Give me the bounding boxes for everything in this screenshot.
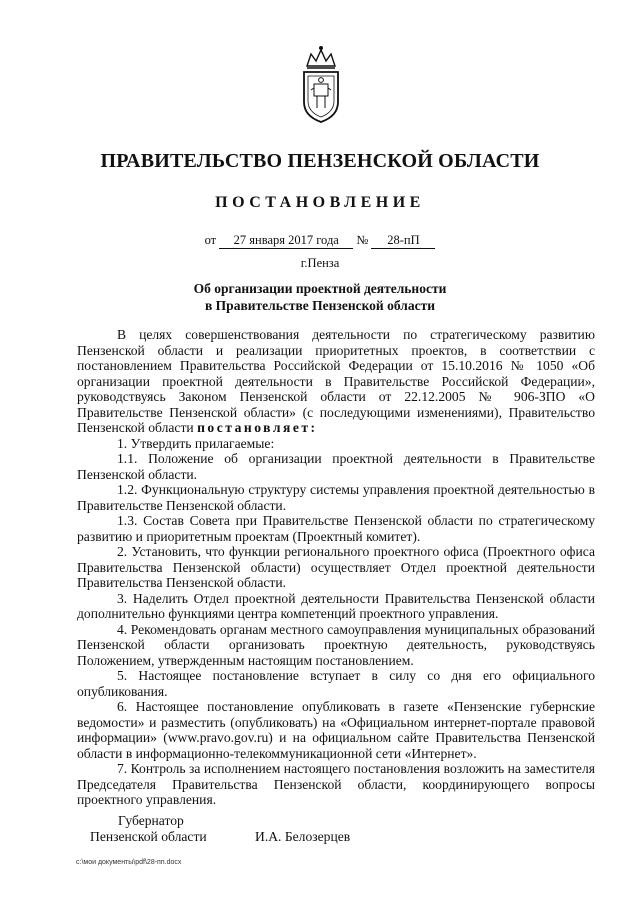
document-date: 27 января 2017 года (219, 233, 353, 249)
paragraph-5: 5. Настоящее постановление вступает в силу со дня его официального опубликования. (77, 668, 595, 699)
paragraph-1-2: 1.2. Функциональную структуру системы управления проектной деятельностью в Правительстве Пензенской области. (77, 482, 595, 513)
document-number: 28-пП (371, 233, 435, 249)
coat-of-arms-icon (297, 44, 345, 124)
document-body (77, 327, 595, 808)
document-type: ПОСТАНОВЛЕНИЕ (215, 194, 425, 211)
paragraph-1: 1. Утвердить прилагаемые: (117, 435, 275, 451)
date-number-line (0, 233, 640, 249)
city-line: г.Пенза (300, 256, 340, 270)
preamble-text: В целях совершенствования деятельности по стратегическому развитию Пензенской области и реализации приоритетных проектов, в соответствии с постановлением Правительства Российской Федерации от 15.10.2016 № 1050 «Об организации проектной деятельности в Правительстве Российской Федерации», руководствуясь Законом Пензенской области от 22.12.2005 № 906-ЗПО «О Правительстве Пензенской области» (с последующими изменениями), Правительство Пензенской области (77, 327, 595, 435)
paragraph-4: 4. Рекомендовать органам местного самоуправления муниципальных образований Пензенской области организовать проектную деятельность, руководствуясь Положением, утвержденным настоящим постановлением. (77, 621, 595, 668)
signature-role: Губернатор (118, 813, 184, 828)
preamble-paragraph (77, 327, 595, 436)
file-path-footer: c:\мои документы\pdf\28-пп.docx (76, 859, 182, 866)
signature-region: Пензенской области (90, 829, 207, 844)
paragraph-1-1: 1.1. Положение об организации проектной деятельности в Правительстве Пензенской области. (77, 451, 595, 482)
paragraph-2: 2. Установить, что функции регионального проектного офиса (Проектного офиса Правительства Пензенской области) осуществляет Отдел проектной деятельности Правительства Пензенской области. (77, 544, 595, 590)
document-subject (0, 280, 640, 314)
organization-title: ПРАВИТЕЛЬСТВО ПЕНЗЕНСКОЙ ОБЛАСТИ (100, 150, 540, 172)
paragraph-7: 7. Контроль за исполнением настоящего постановления возложить на заместителя Председателя Правительства Пензенской области, координирующего вопросы проектного управления. (77, 761, 595, 807)
resolution-keyword: постановляет: (197, 420, 318, 435)
subject-line-1: Об организации проектной деятельности (193, 281, 447, 296)
paragraph-6: 6. Настоящее постановление опубликовать в газете «Пензенские губернские ведомости» и разместить (опубликовать) на «Официальном интернет-портале правовой информации» (www.pravo.gov.ru) и на официальном сайте Правительства Пензенской области в информационно-телекоммуникационной сети «Интернет». (77, 699, 595, 761)
subject-line-2: в Правительстве Пензенской области (205, 298, 435, 313)
paragraph-1-3: 1.3. Состав Совета при Правительстве Пензенской области по стратегическому развитию и приоритетным проектам (Проектный комитет). (77, 513, 595, 544)
paragraph-3: 3. Наделить Отдел проектной деятельности Правительства Пензенской области дополнительно функциями центра компетенций проектного управления. (77, 590, 595, 621)
number-prefix: № (356, 233, 369, 247)
signature-name: И.А. Белозерцев (255, 829, 351, 844)
date-prefix: от (204, 233, 217, 247)
